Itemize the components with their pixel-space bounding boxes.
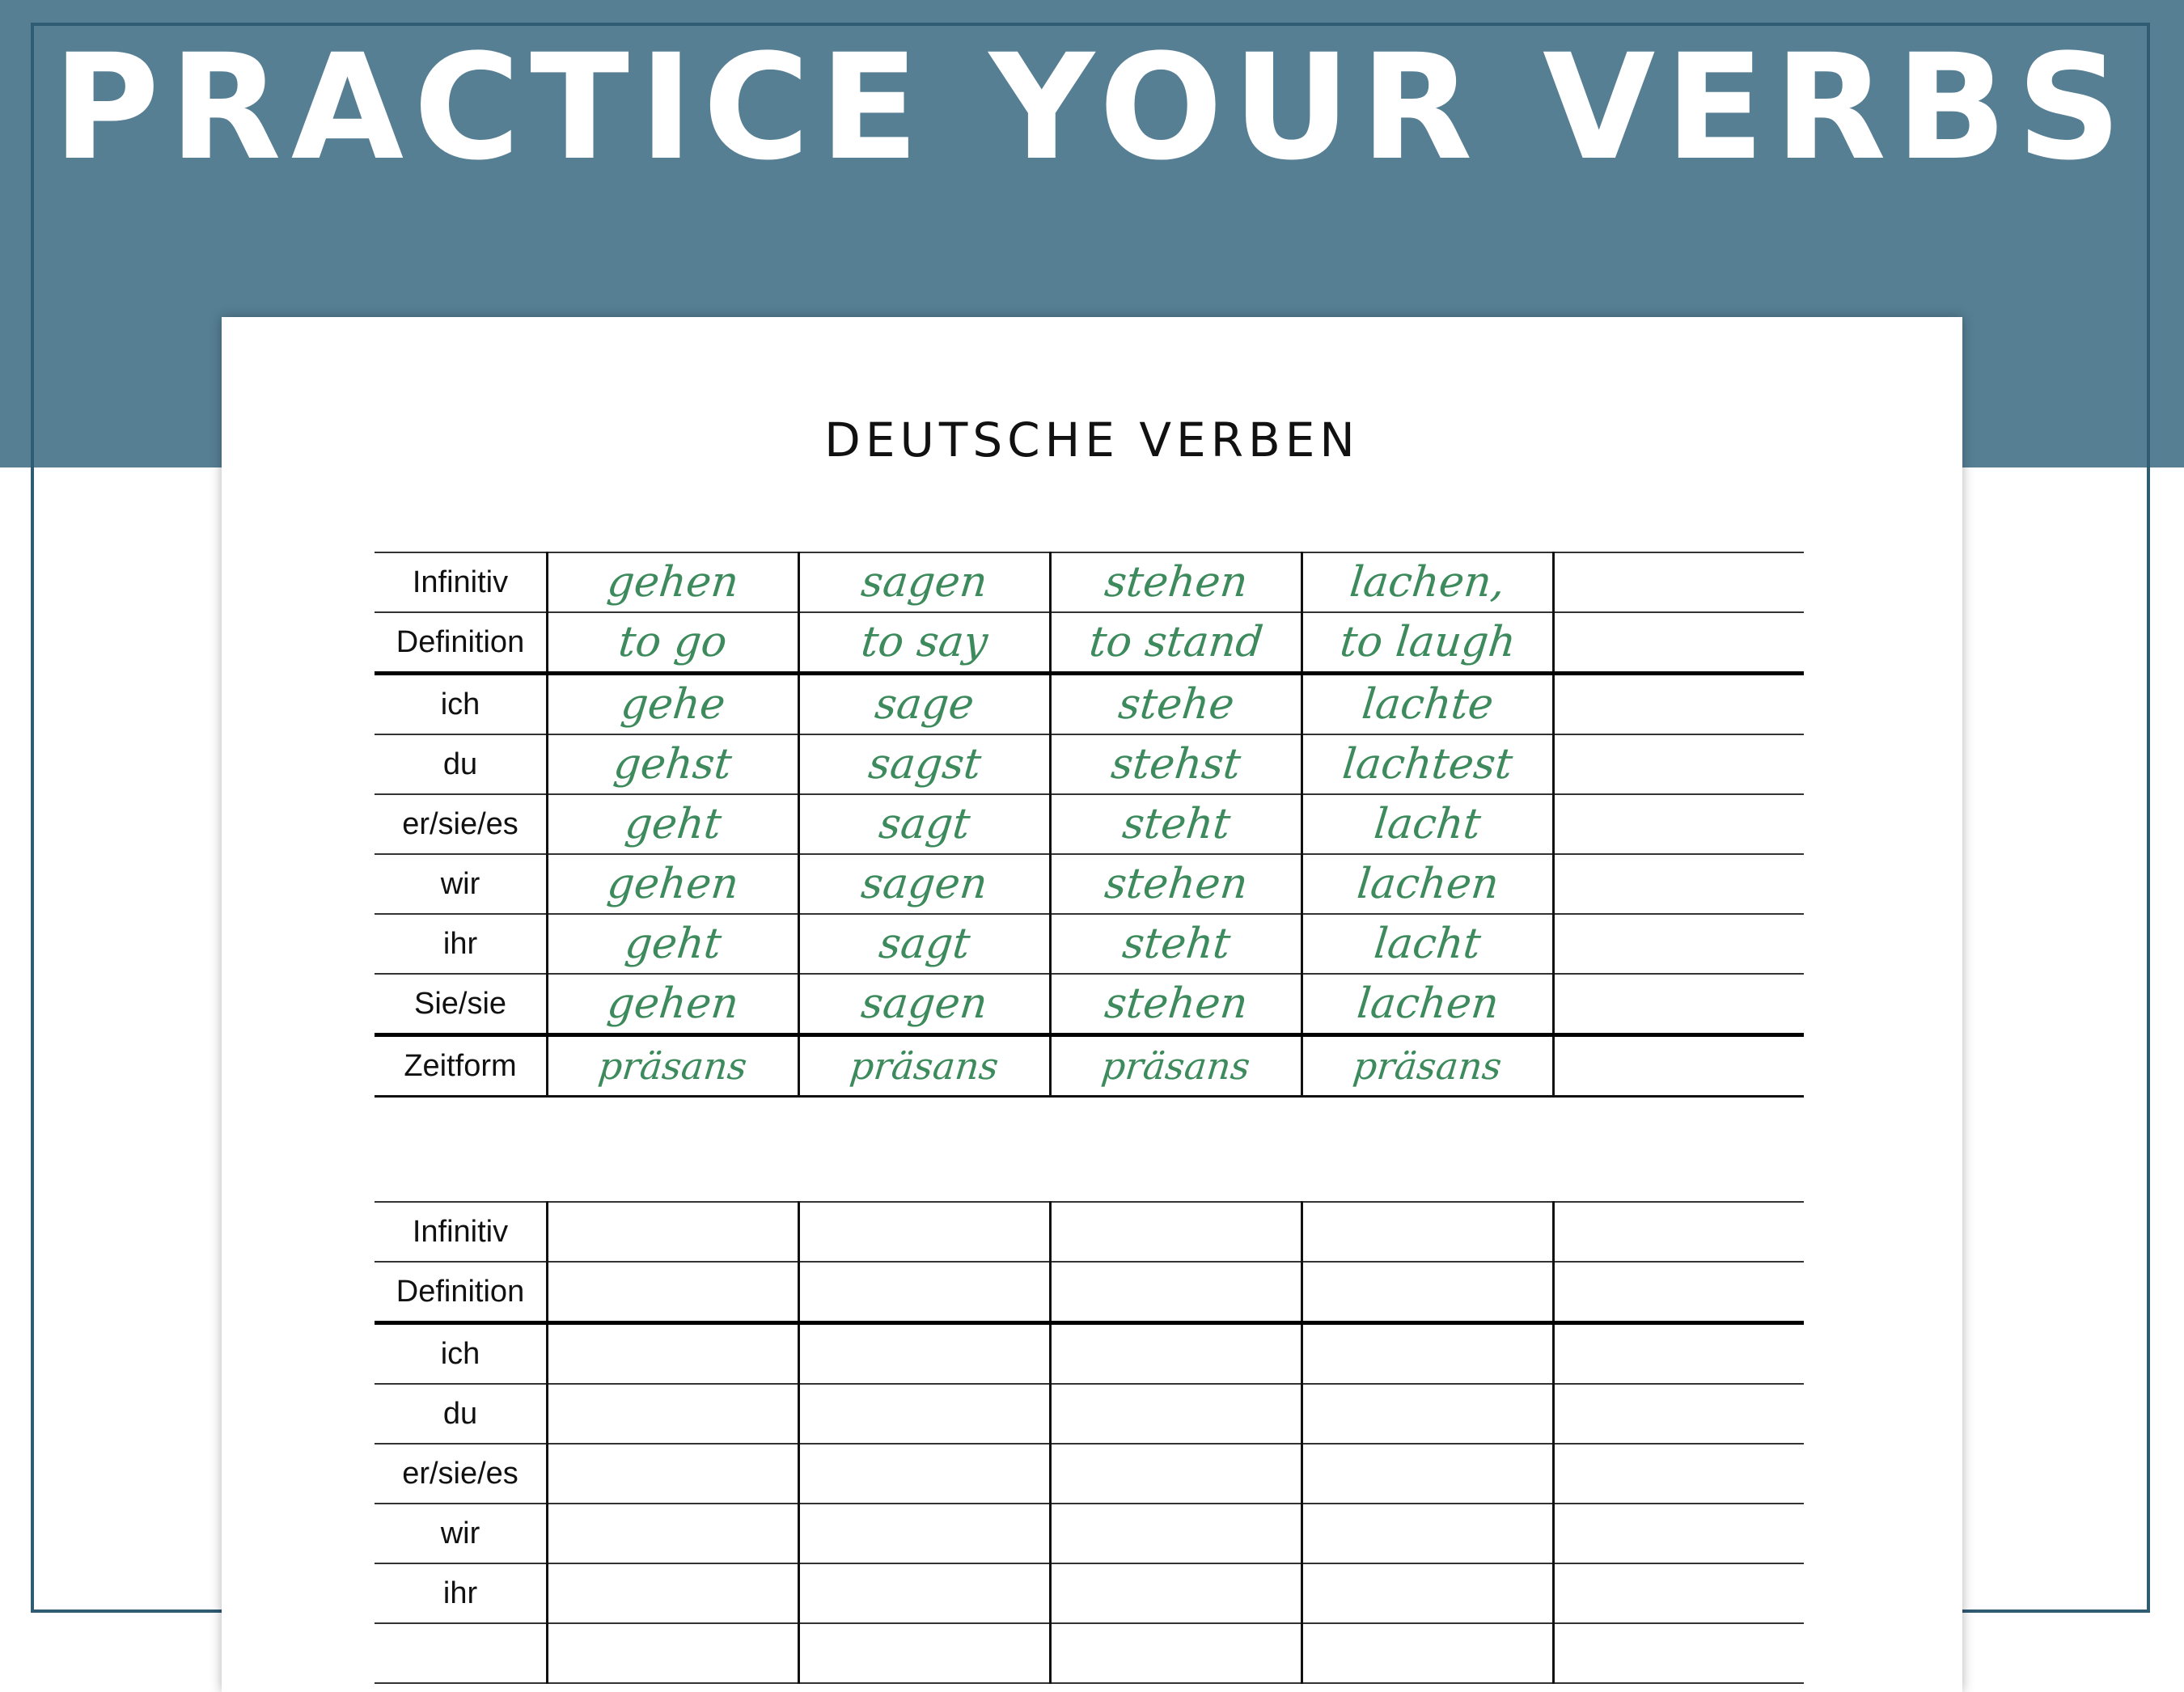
cell-empty[interactable] [1051, 1504, 1302, 1563]
cell-empty[interactable] [1554, 1262, 1805, 1323]
cell [1051, 612, 1302, 674]
label-er-sie-es: er/sie/es [375, 1444, 548, 1504]
label-du: du [375, 1384, 548, 1444]
entry: to go [616, 618, 730, 666]
cell [548, 794, 799, 854]
cell-empty[interactable] [1051, 1563, 1302, 1623]
cell [548, 734, 799, 794]
row-er-sie-es [375, 794, 1804, 854]
cell-empty[interactable] [1554, 1384, 1805, 1444]
cell-empty[interactable] [548, 1563, 799, 1623]
cell-empty[interactable] [1051, 1323, 1302, 1385]
cell [799, 734, 1051, 794]
cell [1051, 854, 1302, 914]
cell [548, 1035, 799, 1097]
verb-table-filled [375, 552, 1804, 1098]
label-ich: ich [375, 1323, 548, 1385]
cell [1302, 974, 1554, 1035]
entry: steht [1120, 800, 1233, 848]
cell [1051, 974, 1302, 1035]
cell [1302, 612, 1554, 674]
cell [1051, 674, 1302, 735]
label-er-sie-es: er/sie/es [375, 794, 548, 854]
cell-empty[interactable] [1051, 1262, 1302, 1323]
label-ihr: ihr [375, 1563, 548, 1623]
cell-empty[interactable] [1302, 1623, 1554, 1683]
label-infinitiv: Infinitiv [375, 1202, 548, 1262]
verb-table-blank [375, 1201, 1804, 1684]
cell-empty [1554, 794, 1805, 854]
entry: gehe [618, 680, 728, 729]
entry: stehen [1102, 558, 1251, 607]
cell [548, 674, 799, 735]
cell-empty[interactable] [1302, 1444, 1554, 1504]
entry: gehen [604, 979, 742, 1028]
cell-empty [1554, 734, 1805, 794]
entry: lachte [1359, 680, 1496, 729]
entry: stehe [1115, 680, 1237, 729]
cell [548, 854, 799, 914]
cell-empty[interactable] [799, 1504, 1051, 1563]
cell [1051, 794, 1302, 854]
cell [1051, 914, 1302, 974]
cell [1302, 1035, 1554, 1097]
cell-empty[interactable] [1302, 1323, 1554, 1385]
cell-empty[interactable] [548, 1504, 799, 1563]
row-wir [375, 1504, 1804, 1563]
cell-empty[interactable] [1302, 1563, 1554, 1623]
row-definition [375, 1262, 1804, 1323]
cell [1051, 552, 1302, 612]
label-definition: Definition [375, 1262, 548, 1323]
cell-empty[interactable] [1554, 1623, 1805, 1683]
label-wir: wir [375, 854, 548, 914]
entry: geht [622, 920, 724, 968]
label-definition: Definition [375, 612, 548, 674]
cell-empty[interactable] [1302, 1202, 1554, 1262]
cell-empty [1554, 854, 1805, 914]
cell-empty[interactable] [799, 1444, 1051, 1504]
cell-empty[interactable] [799, 1323, 1051, 1385]
label-du: du [375, 734, 548, 794]
entry: geht [622, 800, 724, 848]
cell-empty[interactable] [1051, 1623, 1302, 1683]
cell-empty[interactable] [1302, 1262, 1554, 1323]
entry: präsans [848, 1044, 1001, 1088]
entry: sagen [859, 558, 990, 607]
entry: gehst [612, 740, 734, 789]
entry: sagen [859, 979, 990, 1028]
row-ihr [375, 1563, 1804, 1623]
cell-empty[interactable] [548, 1262, 799, 1323]
cell [548, 612, 799, 674]
cell [548, 552, 799, 612]
entry: stehst [1109, 740, 1243, 789]
row-sie-formal [375, 974, 1804, 1035]
row-ich [375, 674, 1804, 735]
cell [548, 974, 799, 1035]
cell-empty[interactable] [799, 1202, 1051, 1262]
cell [799, 974, 1051, 1035]
entry: to say [858, 618, 991, 666]
cell [1302, 552, 1554, 612]
worksheet-title: DEUTSCHE VERBEN [824, 412, 1360, 467]
label-sie-formal: Sie/sie [375, 974, 548, 1035]
entry: steht [1120, 920, 1233, 968]
cell [799, 612, 1051, 674]
entry: sagt [876, 800, 973, 848]
cell-empty[interactable] [799, 1384, 1051, 1444]
entry: lachen [1354, 860, 1501, 908]
cell [799, 854, 1051, 914]
cell [1051, 734, 1302, 794]
cell [1302, 734, 1554, 794]
cell [799, 794, 1051, 854]
cell-empty [1554, 612, 1805, 674]
row-wir [375, 854, 1804, 914]
row-du [375, 1384, 1804, 1444]
entry: lachen [1354, 979, 1501, 1028]
row-definition [375, 612, 1804, 674]
entry: lacht [1372, 800, 1484, 848]
entry: gehen [604, 558, 742, 607]
row-ihr [375, 914, 1804, 974]
cell-empty[interactable] [548, 1323, 799, 1385]
cell [1302, 794, 1554, 854]
headline: PRACTICE YOUR VERBS [53, 23, 2131, 192]
cell-empty[interactable] [799, 1262, 1051, 1323]
label-infinitiv: Infinitiv [375, 552, 548, 612]
row-zeitform [375, 1035, 1804, 1097]
entry: lachen, [1348, 558, 1508, 607]
cell [799, 1035, 1051, 1097]
label-ich: ich [375, 674, 548, 735]
label-cut-off [375, 1623, 548, 1683]
cell [799, 674, 1051, 735]
entry: sagt [876, 920, 973, 968]
cell-empty[interactable] [1302, 1384, 1554, 1444]
worksheet-page [222, 317, 1962, 1692]
row-ich [375, 1323, 1804, 1385]
entry: sagen [859, 860, 990, 908]
entry: lacht [1372, 920, 1484, 968]
cell-empty[interactable] [1554, 1323, 1805, 1385]
cell-empty[interactable] [548, 1623, 799, 1683]
cell-empty[interactable] [1554, 1202, 1805, 1262]
row-infinitiv [375, 552, 1804, 612]
entry: gehen [604, 860, 742, 908]
entry: stehen [1102, 860, 1251, 908]
cell-empty[interactable] [1302, 1504, 1554, 1563]
cell-empty [1554, 914, 1805, 974]
cell-empty[interactable] [1051, 1202, 1302, 1262]
cell-empty[interactable] [1554, 1563, 1805, 1623]
cell-empty[interactable] [799, 1623, 1051, 1683]
entry: lachtest [1340, 740, 1515, 789]
row-infinitiv [375, 1202, 1804, 1262]
entry: sage [872, 680, 977, 729]
cell-empty[interactable] [548, 1444, 799, 1504]
cell-empty [1554, 974, 1805, 1035]
cell [1302, 914, 1554, 974]
label-ihr: ihr [375, 914, 548, 974]
entry: stehen [1102, 979, 1251, 1028]
label-wir: wir [375, 1504, 548, 1563]
cell-empty[interactable] [1051, 1384, 1302, 1444]
label-zeitform: Zeitform [375, 1035, 548, 1097]
cell-empty [1554, 1035, 1805, 1097]
row-er-sie-es [375, 1444, 1804, 1504]
cell [548, 914, 799, 974]
cell-empty[interactable] [548, 1202, 799, 1262]
row-partial [375, 1623, 1804, 1683]
cell-empty[interactable] [1554, 1504, 1805, 1563]
row-du [375, 734, 1804, 794]
cell-empty [1554, 674, 1805, 735]
cell-empty[interactable] [799, 1563, 1051, 1623]
cell-empty [1554, 552, 1805, 612]
cell [799, 914, 1051, 974]
entry: to stand [1086, 618, 1266, 666]
entry: präsans [1351, 1044, 1505, 1088]
entry: präsans [596, 1044, 750, 1088]
entry: präsans [1099, 1044, 1253, 1088]
cell [799, 552, 1051, 612]
entry: to laugh [1337, 618, 1518, 666]
cell-empty[interactable] [1051, 1444, 1302, 1504]
cell-empty[interactable] [1554, 1444, 1805, 1504]
cell-empty[interactable] [548, 1384, 799, 1444]
cell [1302, 854, 1554, 914]
cell [1051, 1035, 1302, 1097]
entry: sagst [866, 740, 984, 789]
cell [1302, 674, 1554, 735]
